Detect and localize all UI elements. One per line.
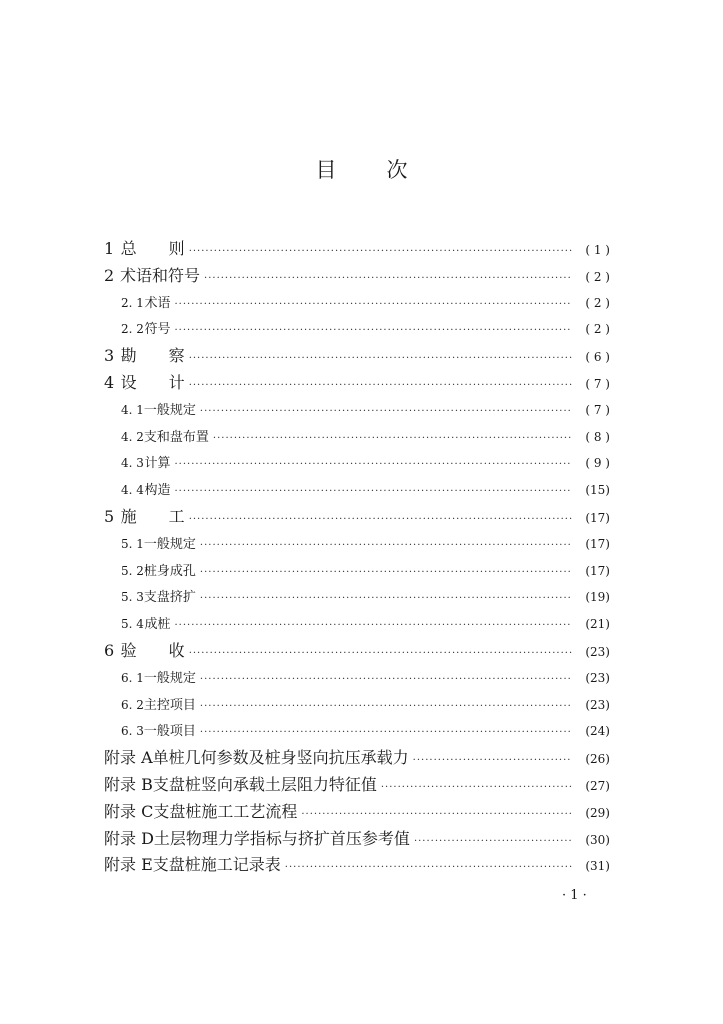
dot-leader — [414, 829, 572, 853]
toc-entry[interactable] — [104, 852, 610, 879]
toc-entry-page: (21) — [585, 617, 610, 632]
toc-entry-page: ( 9 ) — [585, 456, 610, 471]
toc-entry-number: 4. 4 — [121, 483, 144, 498]
dot-leader — [189, 239, 572, 263]
toc-entry-number: 4 — [104, 372, 115, 392]
toc-entry-title: 计算 — [144, 456, 171, 472]
toc-entry-page: (24) — [585, 724, 610, 739]
toc-entry-number: 6. 1 — [121, 670, 144, 685]
toc-entry-page: ( 2 ) — [585, 269, 610, 284]
dot-leader — [189, 641, 572, 665]
toc-entry[interactable] — [104, 638, 610, 665]
dot-leader — [200, 720, 572, 745]
dot-leader — [200, 694, 572, 719]
dot-leader — [301, 802, 572, 826]
toc-entry-page: ( 6 ) — [585, 350, 610, 365]
toc-entry[interactable] — [104, 718, 610, 745]
dot-leader — [200, 560, 572, 585]
toc-entry-number: 6. 2 — [121, 697, 144, 712]
toc-entry-number: 附录 B — [104, 774, 153, 794]
toc-entry[interactable] — [104, 370, 610, 397]
toc-entry-number: 1 — [104, 239, 115, 258]
toc-entry-title: 单桩几何参数及桩身竖向抗压承载力 — [152, 748, 409, 768]
toc-entry-title: 桩身成孔 — [143, 563, 196, 579]
toc-entry[interactable] — [104, 397, 610, 424]
toc-entry-page: ( 7 ) — [585, 402, 610, 417]
toc-entry-page: ( 2 ) — [585, 322, 610, 337]
toc-entry-title: 术语和符号 — [120, 265, 201, 285]
toc-entry-number: 4. 3 — [121, 456, 144, 471]
dot-leader — [200, 667, 572, 692]
toc-entry[interactable] — [104, 558, 610, 585]
toc-entry-number: 5. 4 — [121, 617, 144, 632]
toc-entry-title: 支和盘布置 — [143, 429, 209, 445]
dot-leader — [200, 533, 572, 558]
toc-entry-number: 附录 E — [104, 855, 153, 875]
toc-entry-number: 2. 1 — [121, 295, 144, 310]
toc-entry-title: 支盘桩施工记录表 — [152, 855, 281, 875]
page-number: · 1 · — [562, 888, 587, 903]
toc-entry[interactable] — [104, 665, 610, 692]
dot-leader — [200, 586, 572, 611]
toc-entry-page: ( 1 ) — [585, 243, 610, 257]
toc-entry-number: 5. 1 — [121, 536, 144, 551]
dot-leader — [174, 452, 572, 477]
toc-entry-number: 6 — [104, 640, 115, 660]
toc-entry-title: 一般规定 — [143, 536, 196, 552]
toc-entry-title: 构造 — [144, 483, 171, 499]
dot-leader — [174, 613, 572, 638]
toc-entry-number: 5. 2 — [121, 563, 144, 578]
toc-entry-page: (23) — [585, 644, 610, 659]
toc-entry-title: 设 计 — [120, 372, 185, 392]
toc-entry[interactable] — [104, 343, 610, 370]
toc-entry-page: (17) — [585, 563, 610, 578]
toc-entry-page: ( 2 ) — [585, 295, 610, 310]
toc-entry-page: (17) — [585, 510, 610, 525]
toc-entry-page: (17) — [585, 536, 610, 551]
dot-leader — [381, 775, 572, 799]
toc-entry-number: 4. 1 — [121, 402, 144, 417]
dot-leader — [174, 479, 572, 504]
dot-leader — [174, 292, 572, 317]
toc-entry-title: 术语 — [144, 295, 171, 311]
toc-entry-title: 总 则 — [120, 239, 185, 258]
toc-entry-number: 4. 2 — [121, 429, 144, 444]
toc-entry-number: 2. 2 — [121, 322, 144, 337]
toc-entry-page: ( 8 ) — [585, 429, 610, 444]
toc-entry-page: (31) — [585, 859, 610, 874]
toc-entry[interactable] — [104, 477, 610, 504]
toc-entry-page: (30) — [585, 832, 610, 847]
dot-leader — [413, 748, 572, 772]
toc-entry-number: 附录 C — [104, 801, 154, 821]
toc-entry[interactable] — [104, 236, 610, 263]
dot-leader — [285, 855, 572, 879]
toc-entry-title: 成桩 — [144, 617, 171, 633]
toc-entry-title: 一般规定 — [143, 670, 196, 686]
dot-leader — [204, 266, 572, 290]
toc-entry-title: 一般规定 — [143, 402, 196, 418]
dot-leader — [189, 507, 572, 531]
toc-entry-page: (26) — [585, 752, 610, 767]
toc-entry[interactable] — [104, 772, 610, 799]
dot-leader — [189, 373, 572, 397]
toc-entry-title: 支盘桩施工工艺流程 — [153, 801, 298, 821]
toc-entry-number: 5 — [104, 506, 115, 526]
toc-entry[interactable] — [104, 531, 610, 558]
toc-entry-title: 施 工 — [120, 506, 185, 526]
toc-entry-title: 一般项目 — [143, 724, 196, 740]
dot-leader — [213, 426, 572, 451]
toc-entry-page: (15) — [585, 483, 610, 498]
toc-entry-page: (23) — [585, 697, 610, 712]
toc-entry-number: 5. 3 — [121, 590, 144, 605]
toc-entry[interactable] — [104, 826, 610, 853]
toc-entry[interactable] — [104, 799, 610, 826]
toc-entry-number: 3 — [104, 346, 115, 366]
toc-entry[interactable] — [104, 450, 610, 477]
toc-entry[interactable] — [104, 611, 610, 638]
toc-entry[interactable] — [104, 263, 610, 290]
toc-entry-page: (19) — [585, 590, 610, 605]
dot-leader — [189, 346, 572, 370]
toc-entry-page: ( 7 ) — [585, 376, 610, 391]
toc-entry-page: (23) — [585, 670, 610, 685]
toc-entry-page: (29) — [585, 805, 610, 820]
dot-leader — [174, 318, 572, 343]
title-left-char: 目 — [315, 158, 337, 182]
toc-entry-title: 勘 察 — [120, 346, 185, 366]
toc-entry-number: 6. 3 — [121, 724, 144, 739]
toc-entry[interactable] — [104, 504, 610, 531]
toc-entry[interactable] — [104, 692, 610, 719]
dot-leader — [200, 399, 572, 424]
toc-entry-title: 验 收 — [120, 640, 185, 660]
toc-entry[interactable] — [104, 424, 610, 451]
toc-entry-number: 附录 A — [104, 748, 153, 768]
toc-entry-title: 土层物理力学指标与挤扩首压参考值 — [153, 828, 410, 848]
toc-entry-title: 符号 — [144, 322, 171, 338]
toc-entry-title: 支盘挤扩 — [143, 590, 196, 606]
toc-entry-title: 支盘桩竖向承载土层阻力特征值 — [152, 774, 377, 794]
toc-entry[interactable] — [104, 316, 610, 343]
toc-entry[interactable] — [104, 290, 610, 317]
toc-entry[interactable] — [104, 745, 610, 772]
toc-entry-number: 附录 D — [104, 828, 154, 848]
toc-entry[interactable] — [104, 584, 610, 611]
table-of-contents — [104, 236, 610, 879]
toc-entry-title: 主控项目 — [143, 697, 196, 713]
toc-entry-number: 2 — [104, 265, 115, 285]
page-title — [0, 154, 723, 184]
toc-entry-page: (27) — [585, 778, 610, 793]
title-right-char: 次 — [386, 158, 408, 182]
